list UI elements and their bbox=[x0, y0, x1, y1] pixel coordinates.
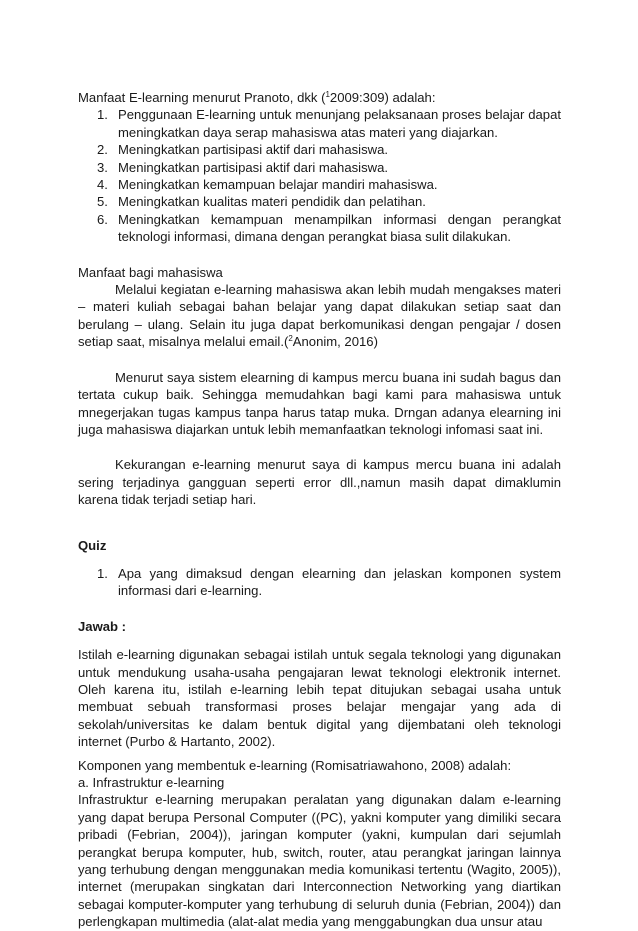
quiz-list bbox=[78, 565, 561, 600]
benefits-intro: Manfaat E-learning menurut Pranoto, dkk ($^1$2009:309) adalah: bbox=[78, 90, 436, 105]
student-benefits-heading: Manfaat bagi mahasiswa bbox=[78, 264, 223, 280]
footnote-marker: 1 bbox=[325, 90, 330, 99]
list-item: 2. Meningkatkan partisipasi aktif dari mahasiswa. bbox=[97, 142, 389, 158]
document-body bbox=[78, 89, 561, 931]
list-item: 1. Penggunaan E-learning untuk menunjang pelaksanaan proses belajar dapat meningkatkan daya serap mahasiswa atas materi yang diajarkan. bbox=[97, 107, 561, 140]
benefits-list bbox=[78, 106, 561, 245]
quiz-question: 1. Apa yang dimaksud dengan elearning dan jelaskan komponen system informasi dari e-learning. bbox=[97, 565, 561, 599]
opinion-paragraph: Menurut saya sistem elearning di kampus mercu buana ini sudah bagus dan tertata cukup baik. Sehingga memudahkan bagi kami para mahasiswa untuk mnegerjakan tugas kampus tanpa harus tatap muka. Drngan adanya elearning ini juga mahasiswa diajarkan untuk lebih memanfaatkan teknologi infomasi saat ini. bbox=[78, 369, 561, 437]
answer-heading: Jawab : bbox=[78, 618, 127, 634]
list-item: 3. Meningkatkan partisipasi aktif dari mahasiswa. bbox=[97, 159, 389, 175]
quiz-heading: Quiz bbox=[78, 537, 107, 553]
components-intro: Komponen yang membentuk e-learning (Romisatriawahono, 2008) adalah: bbox=[78, 757, 512, 773]
answer-paragraph: Istilah e-learning digunakan sebagai istilah untuk segala teknologi yang digunakan untuk mendukung usaha-usaha pengajaran lewat teknologi elektronik internet. Oleh karena itu, istilah e-learning lebih tepat ditujukan sebagai usaha untuk membuat sebuah transformasi proses belajar mengajar yang ada di sekolah/universitas ke dalam bentuk digital yang dijembatani oleh teknologi internet (Purbo & Hartanto, 2002). bbox=[78, 647, 561, 750]
student-benefits-paragraph: Melalui kegiatan e-learning mahasiswa akan lebih mudah mengakses materi – materi kuliah sebagai bahan belajar yang dapat dilakukan setiap saat dan berulang – ulang. Selain itu juga dapat berkomunikasi dengan pengajar / dosen setiap saat, misalnya melalui email.($^2$Anonim, 2016) bbox=[78, 282, 561, 350]
drawback-paragraph: Kekurangan e-learning menurut saya di kampus mercu buana ini adalah sering terjadinya gangguan seperti error dll.,namun masih dapat dimaklumin karena tidak terjadi setiap hari. bbox=[78, 457, 561, 508]
list-item: 6. Meningkatkan kemampuan menampilkan informasi dengan perangkat teknologi informasi, dimana dengan perangkat biasa sulit dilakukan. bbox=[97, 211, 561, 245]
infrastructure-paragraph: Infrastruktur e-learning merupakan peralatan yang digunakan dalam e-learning yang dapat berupa Personal Computer ((PC), yakni komputer yang dimiliki secara pribadi (Febrian, 2004)), jaringan komputer (yakni, kumpulan dari sejumlah perangkat berupa komputer, hub, switch, router, atau perangkat jaringan lainnya yang terhubung dengan menggunakan media komunikasi tertentu (Wagito, 2005)), internet (merupakan singkatan dari Interconnection Networking yang diartikan sebagai komputer-komputer yang terhubung di seluruh dunia (Febrian, 2004)) dan perlengkapan multimedia (alat-alat media yang menggabungkan dua unsur atau bbox=[78, 792, 561, 930]
footnote-marker: 2 bbox=[288, 334, 293, 344]
list-item: 4. Meningkatkan kemampuan belajar mandiri mahasiswa. bbox=[97, 177, 438, 193]
component-a-heading: a. Infrastruktur e-learning bbox=[78, 775, 225, 790]
list-item: 5. Meningkatkan kualitas materi pendidik dan pelatihan. bbox=[97, 194, 426, 210]
